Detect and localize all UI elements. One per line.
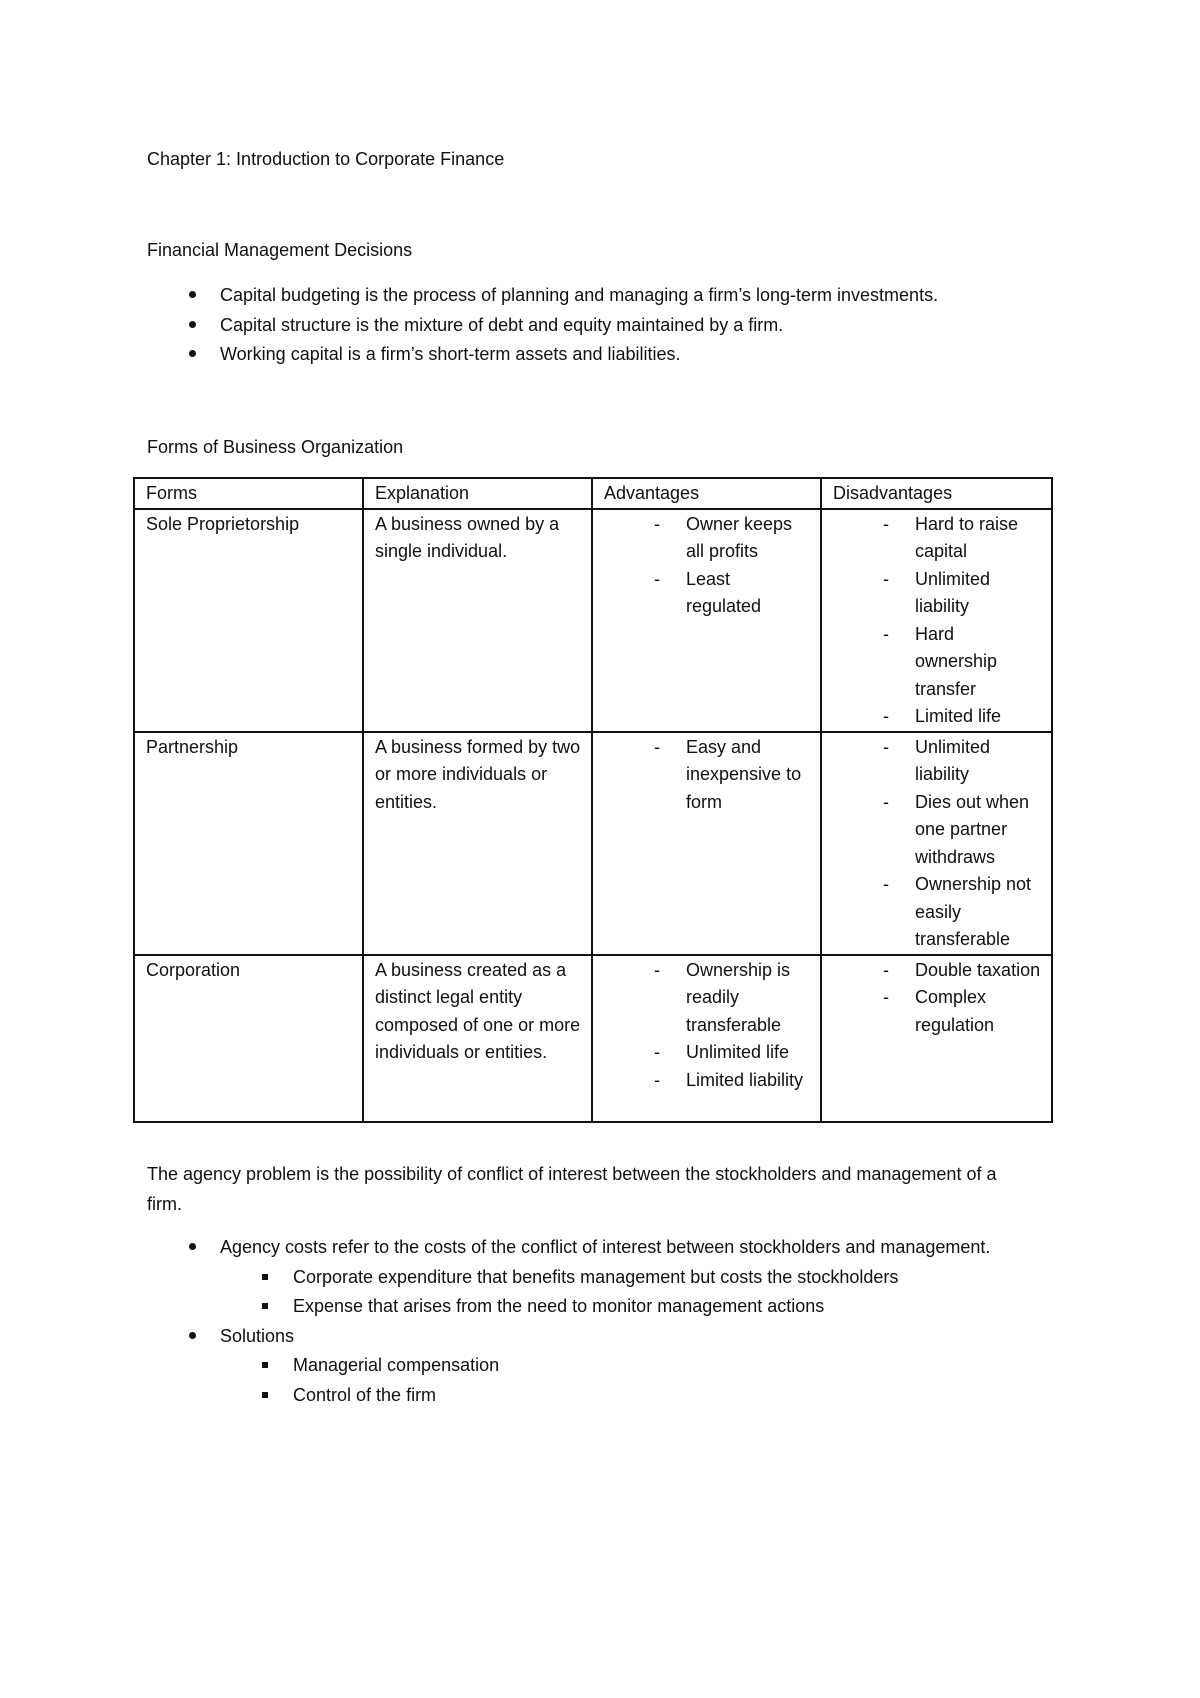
form-advantages — [592, 732, 821, 955]
advantage-item: - Limited liability — [604, 1067, 810, 1095]
list-item — [147, 1233, 1047, 1322]
advantage-item: - Easy and inexpensive to form — [604, 734, 810, 817]
advantage-item: - Ownership is readily transferable — [604, 957, 810, 1040]
table-row — [134, 732, 1052, 955]
list-item — [147, 1322, 1047, 1411]
sub-list-item: Managerial compensation — [147, 1351, 1047, 1381]
disadvantage-item: - Hard ownership transfer — [833, 621, 1041, 704]
column-header-advantages: Advantages — [592, 478, 821, 509]
column-header-explanation: Explanation — [363, 478, 592, 509]
agency-costs-text: Agency costs refer to the costs of the conflict of interest between stockholders and management. — [220, 1237, 991, 1257]
form-disadvantages — [821, 509, 1052, 732]
table-row — [134, 509, 1052, 732]
form-name: Corporation — [134, 955, 363, 1122]
disadvantage-item: - Dies out when one partner withdraws — [833, 789, 1041, 872]
form-explanation: A business formed by two or more individuals or entities. — [363, 732, 592, 955]
form-disadvantages — [821, 955, 1052, 1122]
list-item: Capital structure is the mixture of debt and equity maintained by a firm. — [147, 311, 1047, 341]
agency-list — [147, 1233, 1047, 1410]
table-row — [134, 955, 1052, 1122]
form-explanation: A business owned by a single individual. — [363, 509, 592, 732]
advantage-item: - Owner keeps all profits — [604, 511, 810, 566]
forms-heading: Forms of Business Organization — [147, 437, 404, 457]
form-advantages — [592, 955, 821, 1122]
list-item: Working capital is a firm’s short-term assets and liabilities. — [147, 340, 1047, 370]
financial-management-heading: Financial Management Decisions — [147, 240, 413, 260]
forms-table — [133, 477, 1053, 1123]
solutions-text: Solutions — [220, 1325, 295, 1346]
advantage-item: - Least regulated — [604, 566, 810, 621]
column-header-disadvantages: Disadvantages — [821, 478, 1052, 509]
disadvantage-item: - Limited life — [833, 703, 1041, 731]
disadvantage-item: - Hard to raise capital — [833, 511, 1041, 566]
agency-problem-paragraph: The agency problem is the possibility of conflict of interest between the stockholders and management of a firm. — [147, 1164, 997, 1214]
sub-list — [220, 1351, 1047, 1410]
form-explanation: A business created as a distinct legal entity composed of one or more individuals or entities. — [363, 955, 592, 1122]
advantage-item: - Unlimited life — [604, 1039, 810, 1067]
table-header-row — [134, 478, 1052, 509]
disadvantage-item: - Complex regulation — [833, 984, 1041, 1039]
sub-list — [220, 1263, 1047, 1322]
sub-list-item: Expense that arises from the need to monitor management actions — [147, 1292, 1047, 1322]
sub-list-item: Corporate expenditure that benefits management but costs the stockholders — [147, 1263, 1047, 1293]
form-advantages — [592, 509, 821, 732]
form-name: Partnership — [134, 732, 363, 955]
disadvantage-item: - Ownership not easily transferable — [833, 871, 1041, 954]
sub-list-item: Control of the firm — [147, 1381, 1047, 1411]
form-name: Sole Proprietorship — [134, 509, 363, 732]
list-item: Capital budgeting is the process of planning and managing a firm’s long-term investments. — [147, 281, 1047, 311]
form-disadvantages — [821, 732, 1052, 955]
disadvantage-item: - Unlimited liability — [833, 734, 1041, 789]
column-header-forms: Forms — [134, 478, 363, 509]
chapter-title: Chapter 1: Introduction to Corporate Finance — [147, 149, 505, 169]
disadvantage-item: - Double taxation — [833, 957, 1041, 985]
disadvantage-item: - Unlimited liability — [833, 566, 1041, 621]
financial-management-list — [147, 281, 1047, 370]
